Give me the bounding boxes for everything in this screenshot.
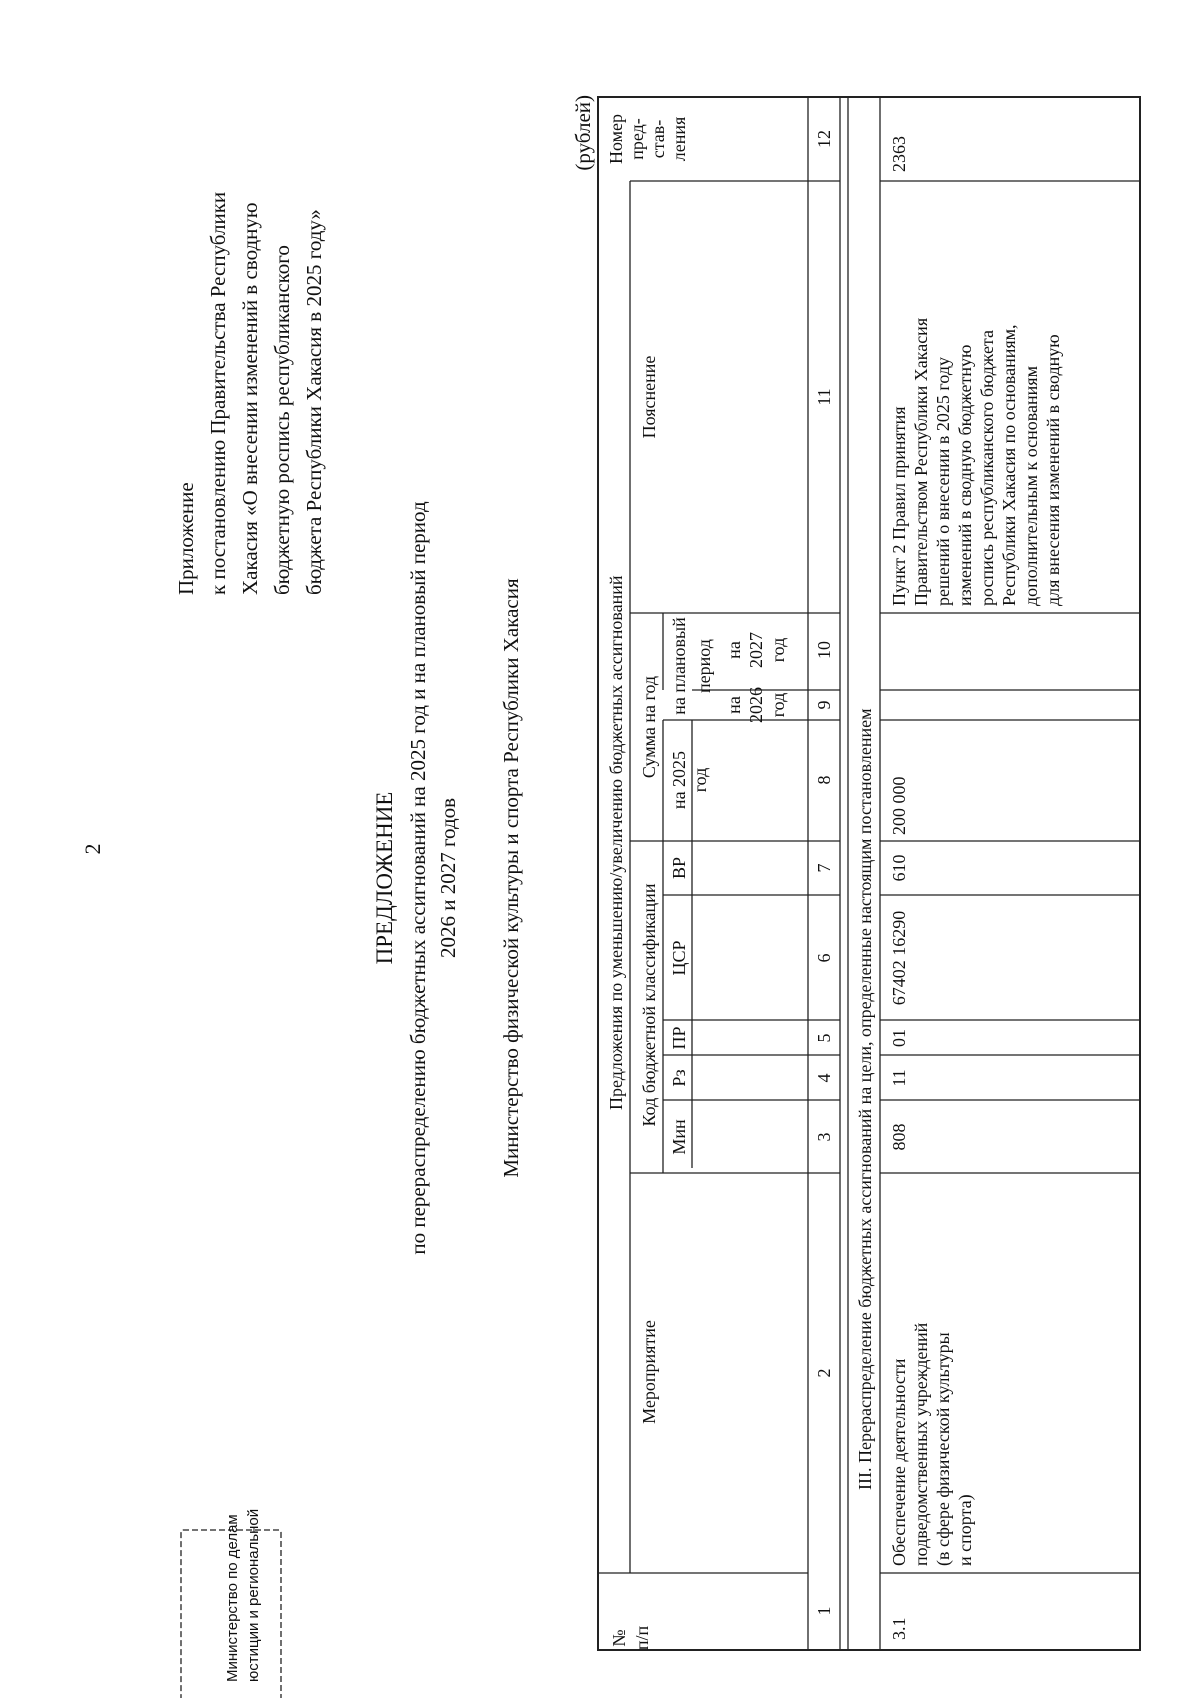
header-csr: ЦСР xyxy=(669,940,689,976)
header-y2025: год xyxy=(690,767,710,793)
row-y2025: 200 000 xyxy=(889,776,909,835)
row-explanation-line: изменений в сводную бюджетную xyxy=(955,344,975,606)
header-event: Мероприятие xyxy=(639,1320,659,1424)
appendix-line: Хакасия «О внесении изменений в сводную xyxy=(238,202,262,595)
row-explanation-line: решений о внесении в 2025 году xyxy=(933,357,953,606)
title-line: 2026 и 2027 годов xyxy=(436,797,460,959)
registration-stamp xyxy=(181,1509,281,1698)
column-number: 3 xyxy=(814,1132,834,1142)
section-title: III. Перераспределение бюджетных ассигнований на цели, определенные настоящим постановлением xyxy=(855,708,875,1490)
table-row xyxy=(889,136,1063,1640)
units-label: (рублей) xyxy=(571,95,595,171)
header-y2026: год xyxy=(768,692,788,718)
title-line: по перераспределению бюджетных ассигнований на 2025 год и на плановый период xyxy=(406,501,430,1255)
header-sum: Сумма на год xyxy=(639,675,659,779)
row-explanation-line: для внесения изменений в сводную xyxy=(1043,334,1063,606)
header-code: Код бюджетной классификации xyxy=(639,883,659,1127)
row-vr: 610 xyxy=(889,854,909,882)
header-pr: ПР xyxy=(669,1026,689,1050)
column-number: 1 xyxy=(814,1606,834,1616)
header-y2027: год xyxy=(768,637,788,663)
header-explanation: Пояснение xyxy=(639,355,659,439)
header-y2027: на xyxy=(724,641,744,659)
row-min: 808 xyxy=(889,1123,909,1151)
column-number: 9 xyxy=(814,700,834,710)
row-event-line: подведомственных учреждений xyxy=(911,1322,931,1566)
row-rep: 2363 xyxy=(889,136,909,172)
row-explanation-line: Пункт 2 Правил принятия xyxy=(889,406,909,606)
column-number: 8 xyxy=(814,775,834,785)
appendix-block xyxy=(174,192,326,595)
row-event-line: (в сфере физической культуры xyxy=(933,1332,953,1566)
header-planned: период xyxy=(694,639,714,693)
row-pr: 01 xyxy=(889,1029,909,1047)
header-rz: Рз xyxy=(669,1069,689,1087)
header-y2025: на 2025 xyxy=(669,750,689,810)
column-number: 10 xyxy=(814,641,834,659)
column-number: 12 xyxy=(814,130,834,148)
column-number: 4 xyxy=(814,1073,834,1083)
row-rz: 11 xyxy=(889,1069,909,1087)
appendix-line: бюджетную роспись республиканского xyxy=(270,245,294,595)
header-y2027: 2027 xyxy=(746,632,766,668)
column-number: 2 xyxy=(814,1368,834,1378)
row-event-line: Обеспечение деятельности xyxy=(889,1358,909,1566)
header-min: Мин xyxy=(669,1119,689,1155)
column-number: 11 xyxy=(814,388,834,406)
header-num: п/п xyxy=(632,1625,652,1651)
header-planned: на плановый xyxy=(669,617,689,715)
column-number: 7 xyxy=(814,863,834,873)
document-title xyxy=(372,501,460,1255)
header-num: № xyxy=(609,1629,629,1647)
row-csr: 67402 16290 xyxy=(889,910,909,1006)
appendix-line: Приложение xyxy=(174,482,198,595)
header-rep: Номер xyxy=(606,113,626,165)
row-explanation-line: Правительством Республики Хакасия xyxy=(911,317,931,606)
header-y2026: 2026 xyxy=(746,687,766,723)
title-heading: ПРЕДЛОЖЕНИЕ xyxy=(372,791,397,965)
appendix-line: к постановлению Правительства Республики xyxy=(206,191,230,595)
column-number: 5 xyxy=(814,1033,834,1043)
header-vr: ВР xyxy=(669,856,689,880)
header-rep: пред- xyxy=(627,118,647,160)
column-number: 6 xyxy=(814,953,834,963)
page-number: 2 xyxy=(80,843,105,855)
header-y2026: на xyxy=(724,696,744,714)
header-proposals: Предложения по уменьшению/увеличению бюджетных ассигнований xyxy=(606,575,626,1110)
row-event-line: и спорта) xyxy=(955,1494,975,1566)
row-explanation-line: роспись республиканского бюджета xyxy=(977,329,997,606)
row-explanation-line: дополнительным к основаниям xyxy=(1021,366,1041,606)
stamp-line: юстиции и региональной xyxy=(245,1508,262,1682)
header-rep: ления xyxy=(669,116,689,162)
appendix-line: бюджета Республики Хакасия в 2025 году» xyxy=(302,209,326,595)
allocation-table xyxy=(598,97,1140,1650)
column-numbers-row xyxy=(814,130,834,1616)
table-header xyxy=(606,114,788,1650)
stamp-line: Министерство по делам xyxy=(224,1514,241,1682)
row-explanation-line: Республики Хакасия по основаниям, xyxy=(999,324,1019,606)
row-num: 3.1 xyxy=(889,1617,909,1640)
header-rep: став- xyxy=(648,119,668,159)
ministry-name: Министерство физической культуры и спорта Республики Хакасия xyxy=(499,578,523,1178)
